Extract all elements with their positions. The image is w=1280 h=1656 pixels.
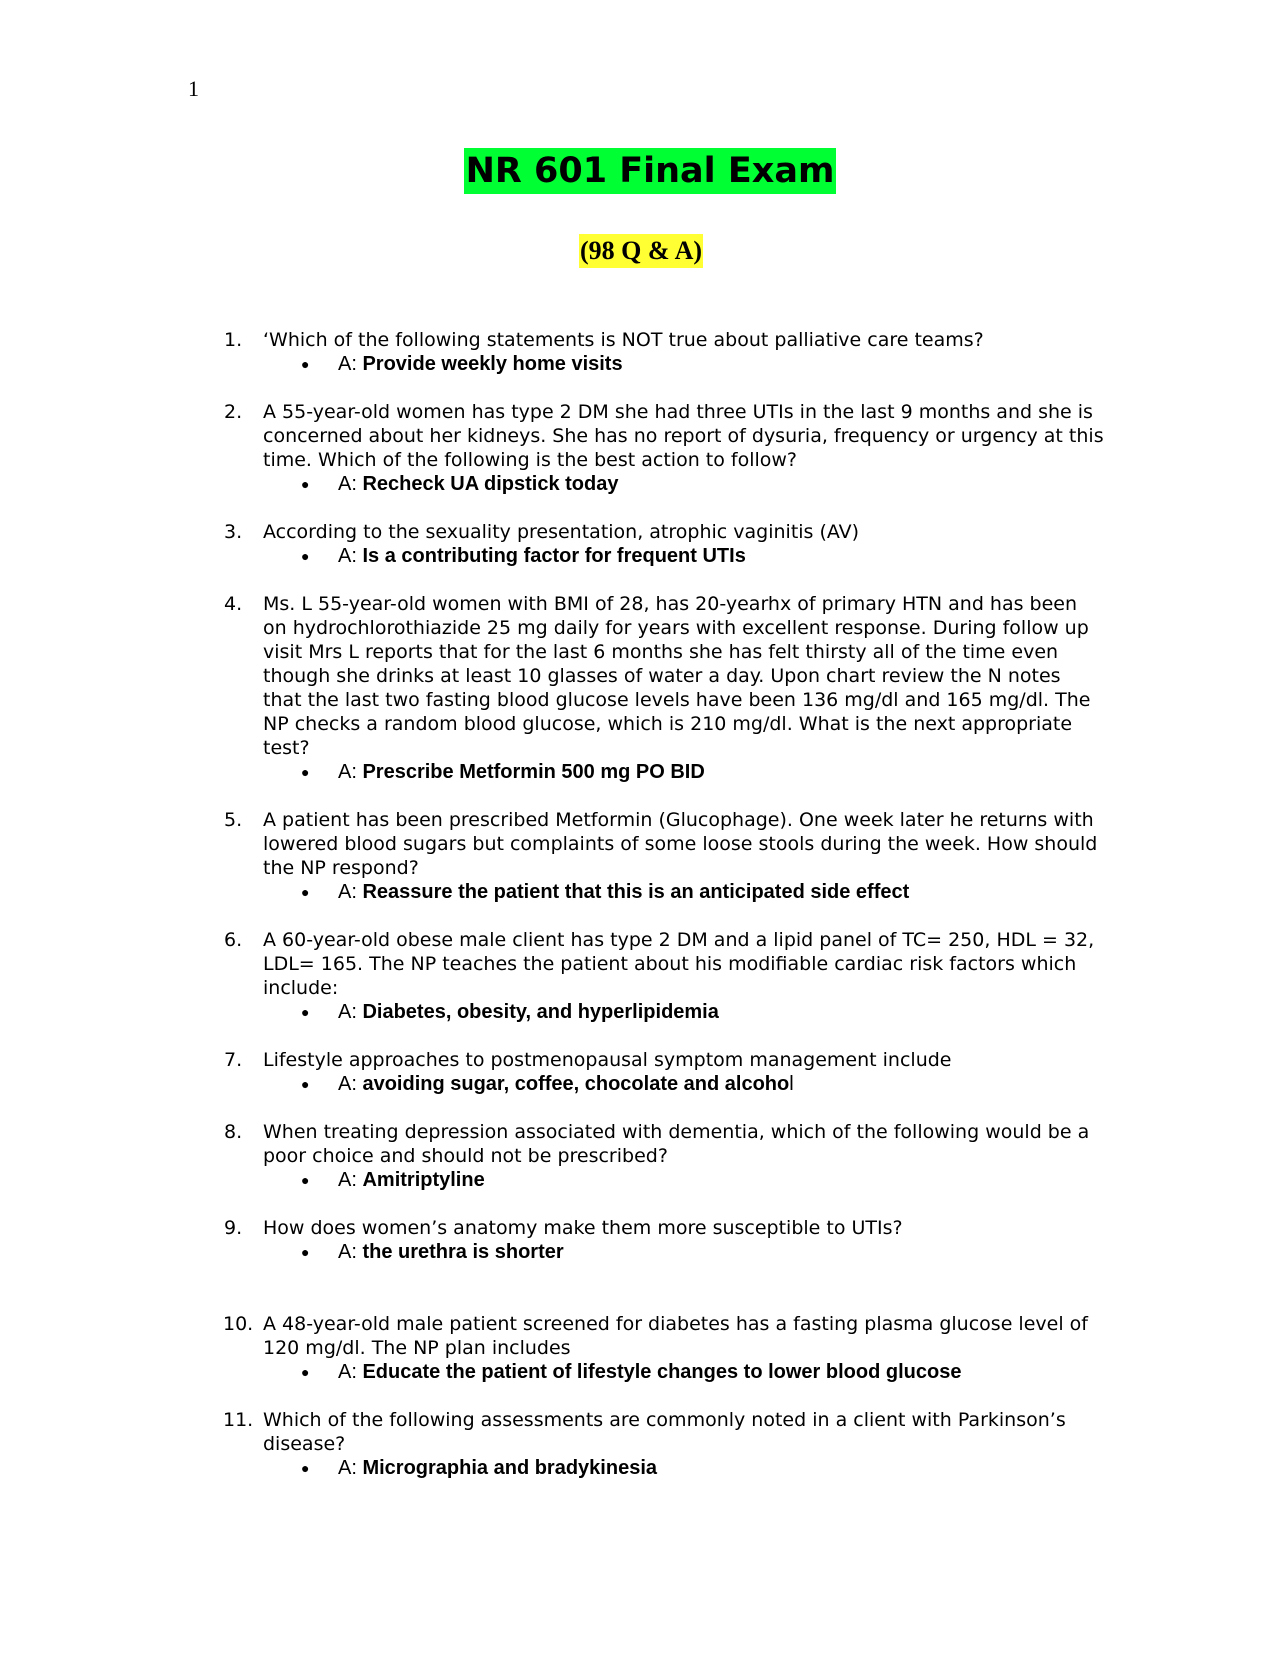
answer-text: the urethra is shorter bbox=[362, 1241, 564, 1263]
answer-label: A: bbox=[338, 1361, 357, 1383]
question-item bbox=[224, 1048, 1104, 1096]
answer-line bbox=[263, 1456, 1104, 1480]
question-item bbox=[224, 928, 1104, 1024]
bullet-icon: ● bbox=[301, 1460, 310, 1476]
question-list bbox=[224, 328, 1104, 1504]
question-number: 10. bbox=[223, 1313, 254, 1335]
document-subtitle: (98 Q & A) bbox=[579, 234, 703, 268]
answer-label: A: bbox=[338, 881, 357, 903]
question-number: 3. bbox=[224, 521, 243, 543]
question-item bbox=[224, 1408, 1104, 1480]
question-text: Which of the following assessments are commonly noted in a client with Parkinson’s disease? bbox=[263, 1409, 1066, 1455]
question-text: A 55-year-old women has type 2 DM she had three UTIs in the last 9 months and she is concerned about her kidneys. She has no report of dysuria, frequency or urgency at this time. Which of the following is the best action to follow? bbox=[263, 401, 1104, 471]
bullet-icon: ● bbox=[301, 356, 310, 372]
answer-line bbox=[263, 352, 1104, 376]
question-number: 11. bbox=[223, 1409, 254, 1431]
bullet-icon: ● bbox=[301, 1364, 310, 1380]
answer-label: A: bbox=[338, 353, 357, 375]
question-text: ‘Which of the following statements is NOT true about palliative care teams? bbox=[263, 329, 984, 351]
answer-suffix: l bbox=[789, 1073, 794, 1095]
answer-text: Recheck UA dipstick today bbox=[362, 473, 619, 495]
bullet-icon: ● bbox=[301, 1004, 310, 1020]
question-text: Ms. L 55-year-old women with BMI of 28, has 20-yearhx of primary HTN and has been on hydrochlorothiazide 25 mg daily for years with excellent response. During follow up visit Mrs L reports that for the last 6 months she has felt thirsty all of the time even though she drinks at least 10 glasses of water a day. Upon chart review the N notes that the last two fasting blood glucose levels have been 136 mg/dl and 165 mg/dl. The NP checks a random blood glucose, which is 210 mg/dl. What is the next appropriate test? bbox=[263, 593, 1091, 759]
answer-text: Diabetes, obesity, and hyperlipidemia bbox=[362, 1001, 719, 1023]
question-text: Lifestyle approaches to postmenopausal symptom management include bbox=[263, 1049, 952, 1071]
question-number: 1. bbox=[224, 329, 243, 351]
answer-label: A: bbox=[338, 1169, 357, 1191]
answer-label: A: bbox=[338, 1001, 357, 1023]
page-number: 1 bbox=[188, 76, 199, 101]
answer-line bbox=[263, 1000, 1104, 1024]
answer-line bbox=[263, 1360, 1104, 1384]
question-text: A 60-year-old obese male client has type 2 DM and a lipid panel of TC= 250, HDL = 32, LDL= 165. The NP teaches the patient about his modifiable cardiac risk factors which include: bbox=[263, 929, 1095, 999]
question-text: According to the sexuality presentation, atrophic vaginitis (AV) bbox=[263, 521, 860, 543]
bullet-icon: ● bbox=[301, 884, 310, 900]
answer-text: avoiding sugar, coffee, chocolate and alcoho bbox=[362, 1073, 790, 1095]
answer-line bbox=[263, 760, 1104, 784]
answer-line bbox=[263, 544, 1104, 568]
question-number: 5. bbox=[224, 809, 243, 831]
question-item bbox=[224, 808, 1104, 904]
document-title: NR 601 Final Exam bbox=[464, 148, 837, 194]
answer-line bbox=[263, 1168, 1104, 1192]
answer-label: A: bbox=[338, 1241, 357, 1263]
question-item bbox=[224, 1216, 1104, 1264]
question-number: 6. bbox=[224, 929, 243, 951]
question-number: 8. bbox=[224, 1121, 243, 1143]
question-number: 2. bbox=[224, 401, 243, 423]
answer-line bbox=[263, 880, 1104, 904]
answer-text: Educate the patient of lifestyle changes to lower blood glucose bbox=[362, 1361, 962, 1383]
bullet-icon: ● bbox=[301, 476, 310, 492]
question-number: 4. bbox=[224, 593, 243, 615]
question-item bbox=[224, 592, 1104, 784]
bullet-icon: ● bbox=[301, 764, 310, 780]
question-item bbox=[224, 328, 1104, 376]
answer-text: Provide weekly home visits bbox=[362, 353, 623, 375]
question-item bbox=[224, 520, 1104, 568]
title-container bbox=[0, 148, 1280, 194]
answer-label: A: bbox=[338, 545, 357, 567]
answer-line bbox=[263, 1072, 1104, 1096]
question-number: 7. bbox=[224, 1049, 243, 1071]
question-text: A 48-year-old male patient screened for diabetes has a fasting plasma glucose level of 120 mg/dl. The NP plan includes bbox=[263, 1313, 1088, 1359]
answer-label: A: bbox=[338, 1457, 357, 1479]
bullet-icon: ● bbox=[301, 1076, 310, 1092]
question-item bbox=[224, 400, 1104, 496]
question-item bbox=[224, 1312, 1104, 1384]
answer-line bbox=[263, 1240, 1104, 1264]
question-number: 9. bbox=[224, 1217, 243, 1239]
question-text: A patient has been prescribed Metformin (Glucophage). One week later he returns with lowered blood sugars but complaints of some loose stools during the week. How should the NP respond? bbox=[263, 809, 1098, 879]
bullet-icon: ● bbox=[301, 548, 310, 564]
answer-text: Prescribe Metformin 500 mg PO BID bbox=[362, 761, 705, 783]
question-text: How does women’s anatomy make them more susceptible to UTIs? bbox=[263, 1217, 903, 1239]
answer-line bbox=[263, 472, 1104, 496]
question-item bbox=[224, 1120, 1104, 1192]
answer-text: Is a contributing factor for frequent UTIs bbox=[362, 545, 746, 567]
answer-text: Reassure the patient that this is an anticipated side effect bbox=[362, 881, 910, 903]
answer-text: Amitriptyline bbox=[362, 1169, 485, 1191]
bullet-icon: ● bbox=[301, 1244, 310, 1260]
answer-text: Micrographia and bradykinesia bbox=[362, 1457, 657, 1479]
subtitle-container bbox=[0, 234, 1280, 268]
answer-label: A: bbox=[338, 473, 357, 495]
answer-label: A: bbox=[338, 761, 357, 783]
answer-label: A: bbox=[338, 1073, 357, 1095]
bullet-icon: ● bbox=[301, 1172, 310, 1188]
question-text: When treating depression associated with dementia, which of the following would be a poor choice and should not be prescribed? bbox=[263, 1121, 1090, 1167]
